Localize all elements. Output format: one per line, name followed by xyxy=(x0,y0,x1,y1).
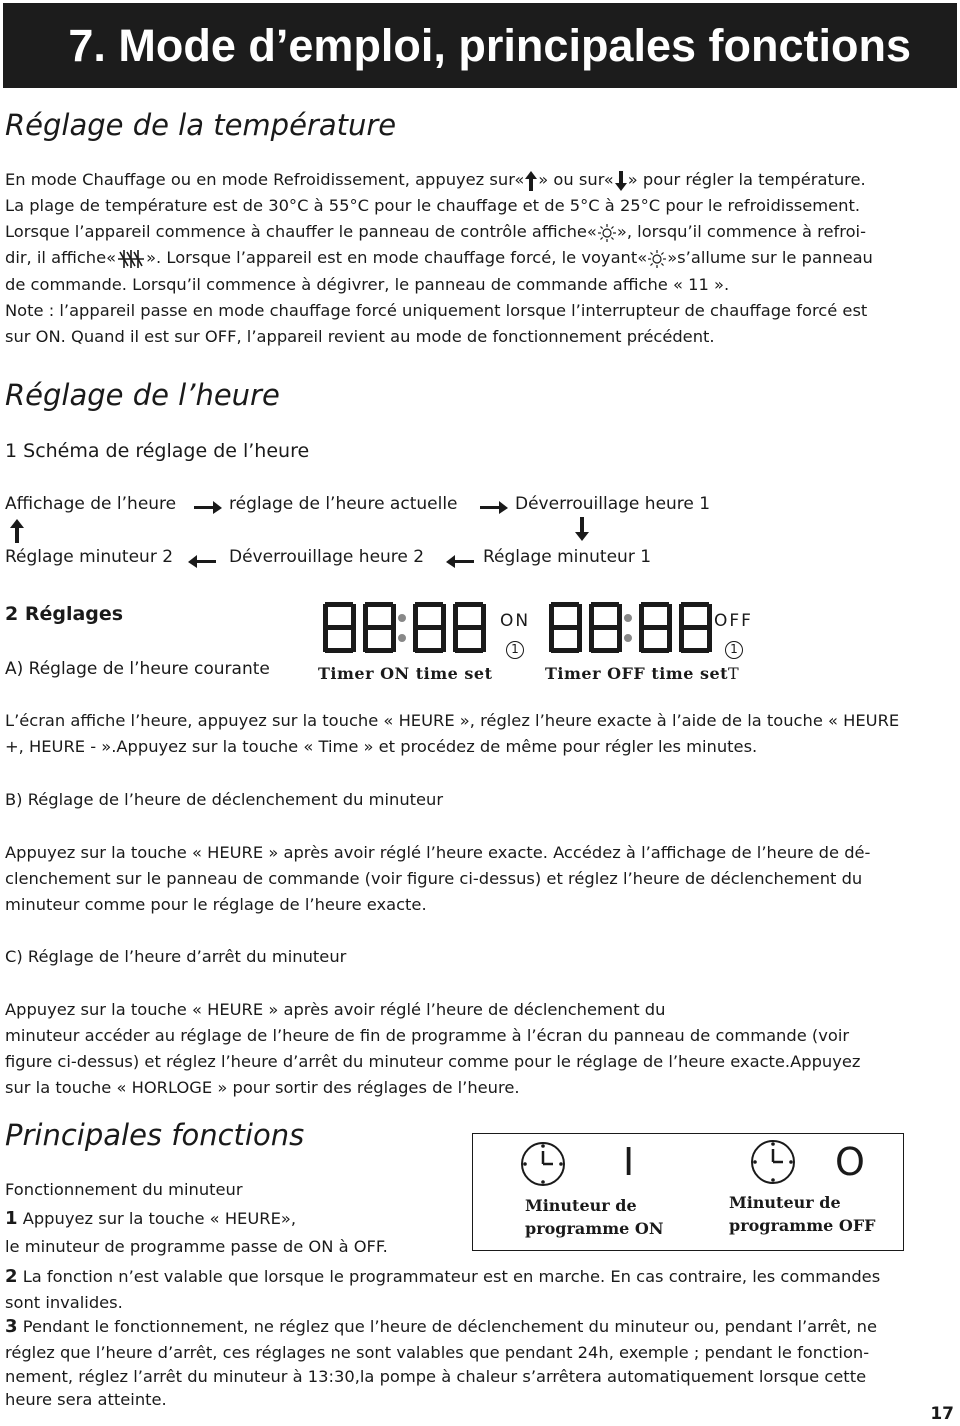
item-2-line-1: 2 La fonction n’est valable que lorsque le programmateur est en marche. En cas contraire, les commandes xyxy=(5,1266,881,1287)
lcd-caption-off: Timer OFF time setT xyxy=(545,664,740,683)
b-line-2: clenchement sur le panneau de commande (voir figure ci-dessus) et réglez l’heure de déclenchement du xyxy=(5,869,863,888)
item-1-line-1: 1 Appuyez sur la touche « HEURE», xyxy=(5,1208,296,1229)
clock-icon xyxy=(749,1138,797,1186)
timer-off-symbol: O xyxy=(835,1140,865,1184)
flow-reglage-actuelle: réglage de l’heure actuelle xyxy=(229,494,458,514)
flow-minuteur-2: Réglage minuteur 2 xyxy=(5,547,174,567)
a-line-1: L’écran affiche l’heure, appuyez sur la touche « HEURE », réglez l’heure exacte à l’aide de la touche « HEURE xyxy=(5,711,900,730)
title-bar xyxy=(3,3,957,88)
item-3-line-2: réglez que l’heure d’arrêt, ces réglages ne sont valables que pendant 24h, exemple ; pendant le fonction- xyxy=(5,1343,870,1362)
item-3-line-1: 3 Pendant le fonctionnement, ne réglez que l’heure de déclenchement du minuteur ou, pendant l’arrêt, ne xyxy=(5,1316,877,1337)
subheading-schema: 1 Schéma de réglage de l’heure xyxy=(5,440,310,462)
label-b: B) Réglage de l’heure de déclenchement du minuteur xyxy=(5,790,444,809)
sun-icon xyxy=(647,249,667,269)
item-2-line-2: sont invalides. xyxy=(5,1293,123,1312)
timer-off-caption-2: programme OFF xyxy=(729,1216,876,1235)
arrow-left-icon xyxy=(445,552,475,570)
item-1-line-2: le minuteur de programme passe de ON à OFF. xyxy=(5,1237,388,1256)
temp-line-5: de commande. Lorsqu’il commence à dégivrer, le panneau de commande affiche « 11 ». xyxy=(5,275,730,294)
temp-line-2: La plage de température est de 30°C à 55°C pour le chauffage et de 5°C à 25°C pour le refroidissement. xyxy=(5,196,861,215)
temp-line-7: sur ON. Quand il est sur OFF, l’appareil revient au mode de fonctionnement précédent. xyxy=(5,327,715,346)
sun-icon xyxy=(597,223,617,243)
temp-line-3: Lorsque l’appareil commence à chauffer le panneau de contrôle affiche« », lorsqu’il commence à refroi- xyxy=(5,222,866,241)
arrow-left-icon xyxy=(187,552,217,570)
page-number: 17 xyxy=(930,1404,954,1424)
lcd-caption-on: Timer ON time set xyxy=(318,664,493,683)
a-line-2: +, HEURE - ».Appuyez sur la touche « Time » et procédez de même pour régler les minutes. xyxy=(5,737,758,756)
lcd-off-label: OFF xyxy=(714,611,753,631)
item-3-line-3: nement, réglez l’arrêt du minuteur à 13:30,la pompe à chaleur s’arrêtera automatiquement lorsque cette xyxy=(5,1367,867,1386)
clock-icon xyxy=(519,1140,567,1188)
subheading-reglages: 2 Réglages xyxy=(5,603,124,625)
section-heading-heure: Réglage de l’heure xyxy=(5,378,280,412)
label-a: A) Réglage de l’heure courante xyxy=(5,659,270,679)
arrow-right-icon xyxy=(479,498,509,516)
timer-on-symbol: I xyxy=(623,1140,635,1184)
section-heading-temperature: Réglage de la température xyxy=(5,108,397,142)
snowflake-icon xyxy=(116,248,146,270)
lcd-on-number: 1 xyxy=(506,641,524,659)
flow-deverrouillage-1: Déverrouillage heure 1 xyxy=(515,494,711,514)
c-line-2: minuteur accéder au réglage de l’heure de fin de programme à l’écran du panneau de commande (voir xyxy=(5,1026,850,1045)
arrow-right-icon xyxy=(193,498,223,516)
item-3-line-4: heure sera atteinte. xyxy=(5,1390,167,1409)
arrow-up-icon xyxy=(8,518,26,544)
b-line-1: Appuyez sur la touche « HEURE » après avoir réglé l’heure exacte. Accédez à l’affichage de l’heure de dé- xyxy=(5,843,871,862)
flow-affichage: Affichage de l’heure xyxy=(5,494,177,514)
lcd-on-label: ON xyxy=(500,611,531,631)
temp-line-6: Note : l’appareil passe en mode chauffage forcé uniquement lorsque l’interrupteur de chauffage forcé est xyxy=(5,301,868,320)
flow-deverrouillage-2: Déverrouillage heure 2 xyxy=(229,547,425,567)
label-c: C) Réglage de l’heure d’arrêt du minuteur xyxy=(5,947,347,966)
temp-line-4: dir, il affiche« ». Lorsque l’appareil est en mode chauffage forcé, le voyant« »s’allume sur le panneau xyxy=(5,245,873,271)
lcd-display-on xyxy=(322,600,490,656)
c-line-4: sur la touche « HORLOGE » pour sortir des réglages de l’heure. xyxy=(5,1078,520,1097)
arrow-up-icon xyxy=(524,170,538,192)
c-line-3: figure ci-dessus) et réglez l’heure d’arrêt du minuteur comme pour le réglage de l’heure exacte.Appuyez xyxy=(5,1052,861,1071)
timer-on-caption-1: Minuteur de xyxy=(525,1196,637,1215)
page-title: 7. Mode d’emploi, principales fonctions xyxy=(68,20,911,71)
flow-minuteur-1: Réglage minuteur 1 xyxy=(483,547,652,567)
timer-off-caption-1: Minuteur de xyxy=(729,1193,841,1212)
timer-on-caption-2: programme ON xyxy=(525,1219,664,1238)
c-line-1: Appuyez sur la touche « HEURE » après avoir réglé l’heure de déclenchement du xyxy=(5,1000,666,1019)
b-line-3: minuteur comme pour le réglage de l’heure exacte. xyxy=(5,895,427,914)
arrow-down-icon xyxy=(614,170,628,192)
temp-line-1: En mode Chauffage ou en mode Refroidissement, appuyez sur« » ou sur« » pour régler la température. xyxy=(5,167,866,193)
section-heading-fonctions: Principales fonctions xyxy=(5,1118,305,1152)
lcd-display-off xyxy=(548,600,716,656)
lcd-off-number: 1 xyxy=(725,641,743,659)
timer-illustration xyxy=(472,1133,904,1251)
arrow-down-icon xyxy=(573,516,591,542)
subheading-minuteur: Fonctionnement du minuteur xyxy=(5,1180,243,1199)
